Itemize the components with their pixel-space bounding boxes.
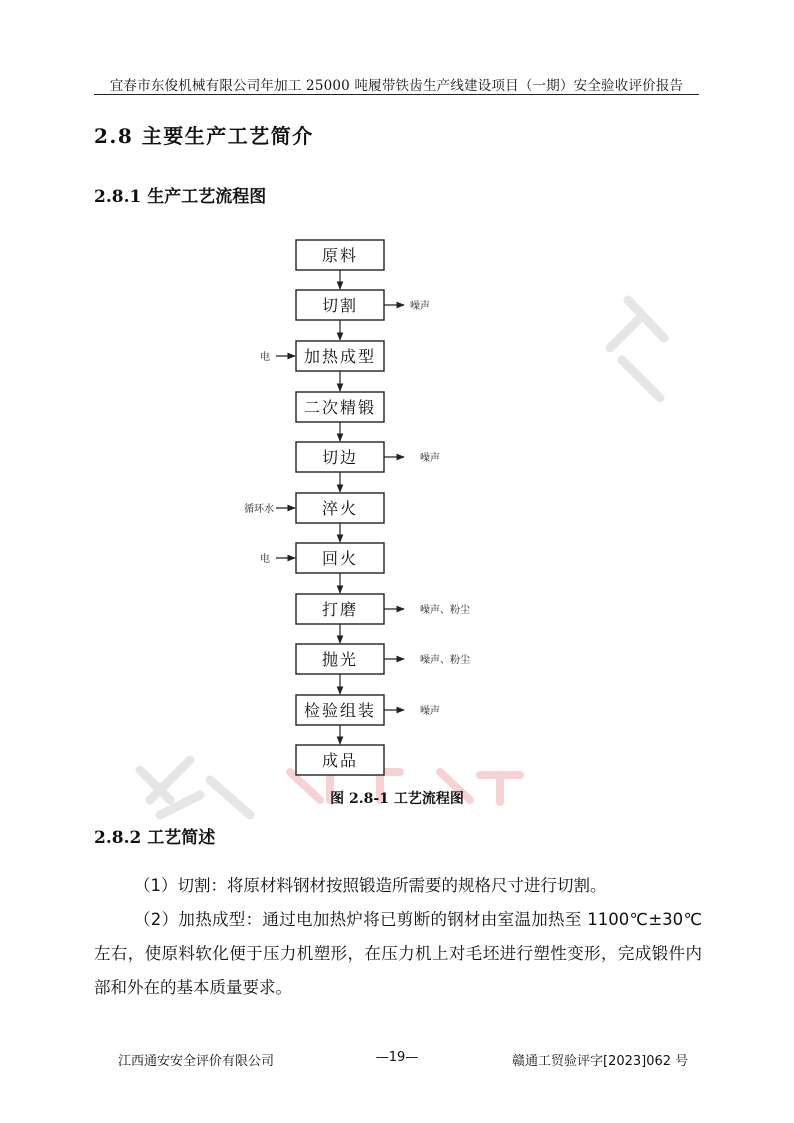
page-header-title: 宜春市东俊机械有限公司年加工 25000 吨履带铁齿生产线建设项目（一期）安全验收评价报告 xyxy=(109,78,684,94)
input-label: 循环水 xyxy=(244,504,274,515)
step-label: 加热成型 xyxy=(303,347,377,366)
output-label: 噪声 xyxy=(420,706,440,717)
step-label: 打磨 xyxy=(321,600,359,619)
output-label: 噪声 xyxy=(420,453,440,464)
footer-page-number: —19— xyxy=(375,1050,419,1065)
step-label: 淬火 xyxy=(321,499,359,518)
output-label: 噪声、粉尘 xyxy=(420,605,470,616)
step-label: 成品 xyxy=(321,751,359,770)
output-label: 噪声 xyxy=(410,301,430,312)
footer-company: 江西通安安全评价有限公司 xyxy=(118,1054,275,1069)
footer-document-number: 赣通工贸验评字[2023]062 号 xyxy=(512,1054,689,1069)
step-label: 检验组装 xyxy=(303,701,377,720)
input-label: 电 xyxy=(260,352,270,363)
output-label: 噪声、粉尘 xyxy=(420,655,470,666)
figure-caption: 图 2.8-1 工艺流程图 xyxy=(330,791,464,807)
step-label: 切割 xyxy=(321,296,359,315)
step-label: 回火 xyxy=(321,549,359,568)
subsection-heading-flowchart: 2.8.1 生产工艺流程图 xyxy=(94,187,267,207)
step-label: 原料 xyxy=(321,246,359,265)
step-label: 二次精锻 xyxy=(303,398,377,417)
section-heading: 2.8 主要生产工艺简介 xyxy=(94,124,314,148)
paragraph-heating: （2）加热成型：通过电加热炉将已剪断的钢材由室温加热至 1100℃±30℃左右，使原料软化便于压力机塑形，在压力机上对毛坯进行塑性变形，完成锻件内部和外在的基本质量要求。 xyxy=(94,910,702,997)
step-label: 切边 xyxy=(321,448,359,467)
paragraph-cutting: （1）切割：将原材料钢材按照锻造所需要的规格尺寸进行切割。 xyxy=(134,876,607,895)
subsection-heading-description: 2.8.2 工艺简述 xyxy=(94,828,216,848)
input-label: 电 xyxy=(260,554,270,565)
step-label: 抛光 xyxy=(321,650,359,669)
